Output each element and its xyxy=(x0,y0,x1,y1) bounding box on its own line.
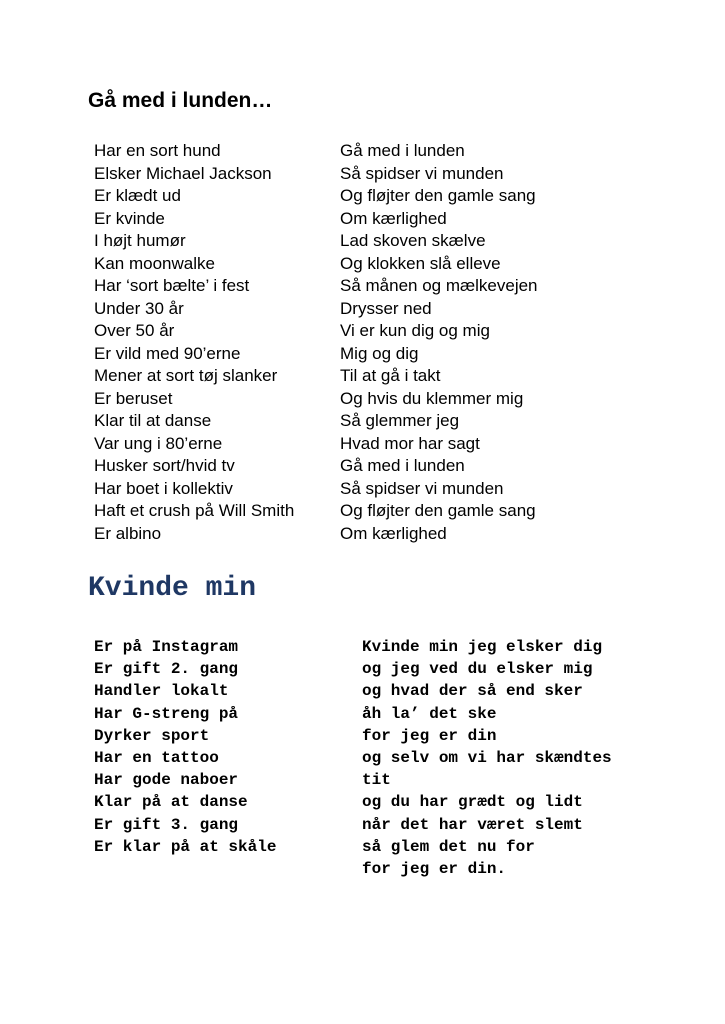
list-item: Over 50 år xyxy=(94,321,175,340)
section-title-ga-med-i-lunden: Gå med i lunden… xyxy=(88,89,273,112)
list-item: Gå med i lunden xyxy=(340,456,465,475)
list-item: Er gift 2. gang xyxy=(94,660,239,679)
list-item: Handler lokalt xyxy=(94,682,229,701)
list-item: åh la’ det ske xyxy=(362,704,497,723)
list-item: Hvad mor har sagt xyxy=(340,433,480,453)
list-item: for jeg er din. xyxy=(362,859,507,878)
list-item: og du har grædt og lidt xyxy=(362,793,583,812)
list-item: Og fløjter den gamle sang xyxy=(340,501,536,520)
section2-prompts-list xyxy=(94,636,276,858)
list-item: Så spidser vi munden xyxy=(340,163,504,183)
list-item: Og hvis du klemmer mig xyxy=(340,388,524,408)
list-item: Er klædt ud xyxy=(94,186,181,205)
list-item: så glem det nu for xyxy=(362,837,535,856)
list-item: Er beruset xyxy=(94,388,173,408)
list-item: Har en tattoo xyxy=(94,748,219,767)
section2-lyrics-list xyxy=(362,636,612,880)
list-item: Om kærlighed xyxy=(340,208,447,228)
list-item: Så glemmer jeg xyxy=(340,411,460,430)
list-item: tit xyxy=(362,771,391,790)
list-item: Under 30 år xyxy=(94,298,184,318)
list-item: Til at gå i takt xyxy=(340,366,441,385)
list-item: Gå med i lunden xyxy=(340,141,465,160)
list-item: Er gift 3. gang xyxy=(94,815,239,834)
list-item: Har boet i kollektiv xyxy=(94,478,233,498)
list-item: og jeg ved du elsker mig xyxy=(362,660,593,679)
section1-prompts-list xyxy=(94,140,294,545)
list-item: når det har været slemt xyxy=(362,815,583,834)
list-item: Er albino xyxy=(94,523,162,543)
section1-lyrics-list xyxy=(340,140,538,545)
list-item: Husker sort/hvid tv xyxy=(94,456,235,475)
list-item: Er kvinde xyxy=(94,208,165,228)
list-item: I højt humør xyxy=(94,231,186,250)
list-item: Er klar på at skåle xyxy=(94,837,277,856)
list-item: Har en sort hund xyxy=(94,141,221,160)
list-item: og selv om vi har skændtes xyxy=(362,748,612,767)
list-item: Er vild med 90’erne xyxy=(94,343,241,363)
list-item: Og fløjter den gamle sang xyxy=(340,186,536,205)
list-item: Klar på at danse xyxy=(94,793,248,812)
list-item: Mig og dig xyxy=(340,343,419,363)
list-item: for jeg er din xyxy=(362,726,497,745)
list-item: Kan moonwalke xyxy=(94,253,215,273)
list-item: Og klokken slå elleve xyxy=(340,253,501,273)
list-item: Elsker Michael Jackson xyxy=(94,163,272,183)
list-item: Har ‘sort bælte’ i fest xyxy=(94,276,250,295)
list-item: Så månen og mælkevejen xyxy=(340,276,538,295)
list-item: Haft et crush på Will Smith xyxy=(94,501,295,520)
list-item: Har G-streng på xyxy=(94,704,239,723)
list-item: Er på Instagram xyxy=(94,638,239,656)
list-item: Så spidser vi munden xyxy=(340,478,504,498)
list-item: og hvad der så end sker xyxy=(362,682,583,701)
list-item: Om kærlighed xyxy=(340,523,447,543)
list-item: Har gode naboer xyxy=(94,771,239,790)
list-item: Kvinde min jeg elsker dig xyxy=(362,638,603,656)
list-item: Var ung i 80’erne xyxy=(94,433,223,453)
section-title-kvinde-min: Kvinde min xyxy=(88,573,257,604)
list-item: Drysser ned xyxy=(340,298,432,318)
list-item: Vi er kun dig og mig xyxy=(340,321,490,340)
list-item: Klar til at danse xyxy=(94,411,212,430)
list-item: Dyrker sport xyxy=(94,726,210,745)
list-item: Mener at sort tøj slanker xyxy=(94,366,278,385)
list-item: Lad skoven skælve xyxy=(340,231,486,250)
